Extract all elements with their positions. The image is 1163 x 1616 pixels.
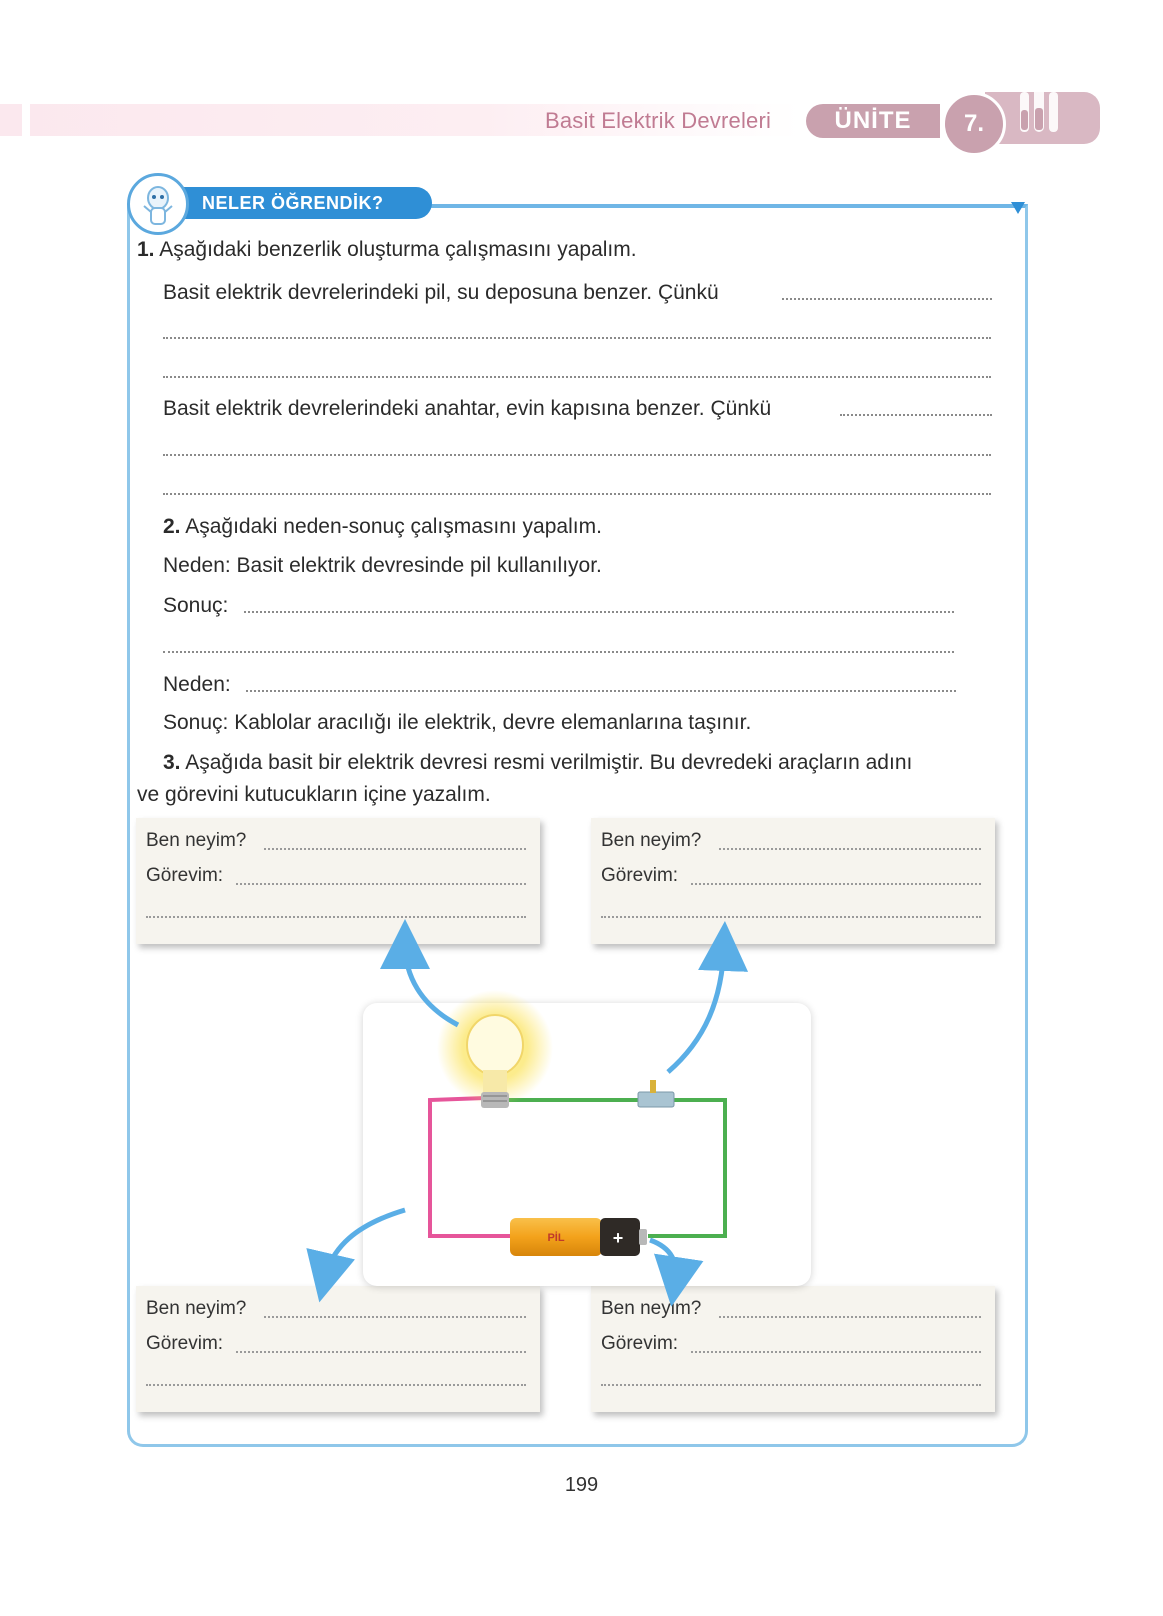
task-label: Görevim: [146,865,224,886]
q2-number: 2. [163,515,181,538]
unit-label: ÜNİTE [806,104,940,138]
q2-result-2: Sonuç: Kablolar aracılığı ile elektrik, devre elemanlarına taşınır. [163,711,752,734]
q2-prompt: Aşağıdaki neden-sonuç çalışmasını yapalım. [185,515,602,538]
arrow-battery-to-box [650,1240,676,1282]
section-badge-label: NELER ÖĞRENDİK? [170,187,432,219]
section-title: Basit Elektrik Devreleri [545,108,772,133]
q1-number: 1. [137,238,155,261]
task-label: Görevim: [146,1333,224,1354]
battery-plus: + [612,1228,624,1248]
battery-icon [510,1218,647,1256]
light-bulb-icon [437,990,553,1108]
green-wire [505,1100,725,1236]
task-label: Görevim: [601,1333,679,1354]
mascot-icon [130,176,186,232]
q3-number: 3. [163,751,181,774]
arrow-switch-to-box [668,946,724,1072]
page-number: 199 [564,1474,599,1496]
q1-line-b: Basit elektrik devrelerindeki anahtar, evin kapısına benzer. Çünkü [163,397,772,420]
task-label: Görevim: [601,865,679,886]
battery-label: PİL [547,1232,565,1244]
who-label: Ben neyim? [601,1298,702,1319]
q3-prompt-line1: Aşağıda basit bir elektrik devresi resmi verilmiştir. Bu devredeki araçların adını [185,751,913,774]
q1-prompt: Aşağıdaki benzerlik oluşturma çalışmasını yapalım. [159,238,637,261]
q1-line-a: Basit elektrik devrelerindeki pil, su deposuna benzer. Çünkü [163,281,719,304]
who-label: Ben neyim? [601,830,702,851]
switch-icon [638,1080,674,1107]
unit-number: 7. [942,92,1006,156]
q3-prompt-line2: ve görevini kutucukların içine yazalım. [137,783,491,806]
arrow-wire-to-box [325,1210,405,1278]
who-label: Ben neyim? [146,1298,247,1319]
who-label: Ben neyim? [146,830,247,851]
q2-cause-1: Neden: Basit elektrik devresinde pil kullanılıyor. [163,554,602,577]
q2-cause-label: Neden: [163,673,231,696]
mascot-badge [127,173,189,235]
q2-result-label: Sonuç: [163,594,229,617]
pink-wire [430,1098,512,1236]
